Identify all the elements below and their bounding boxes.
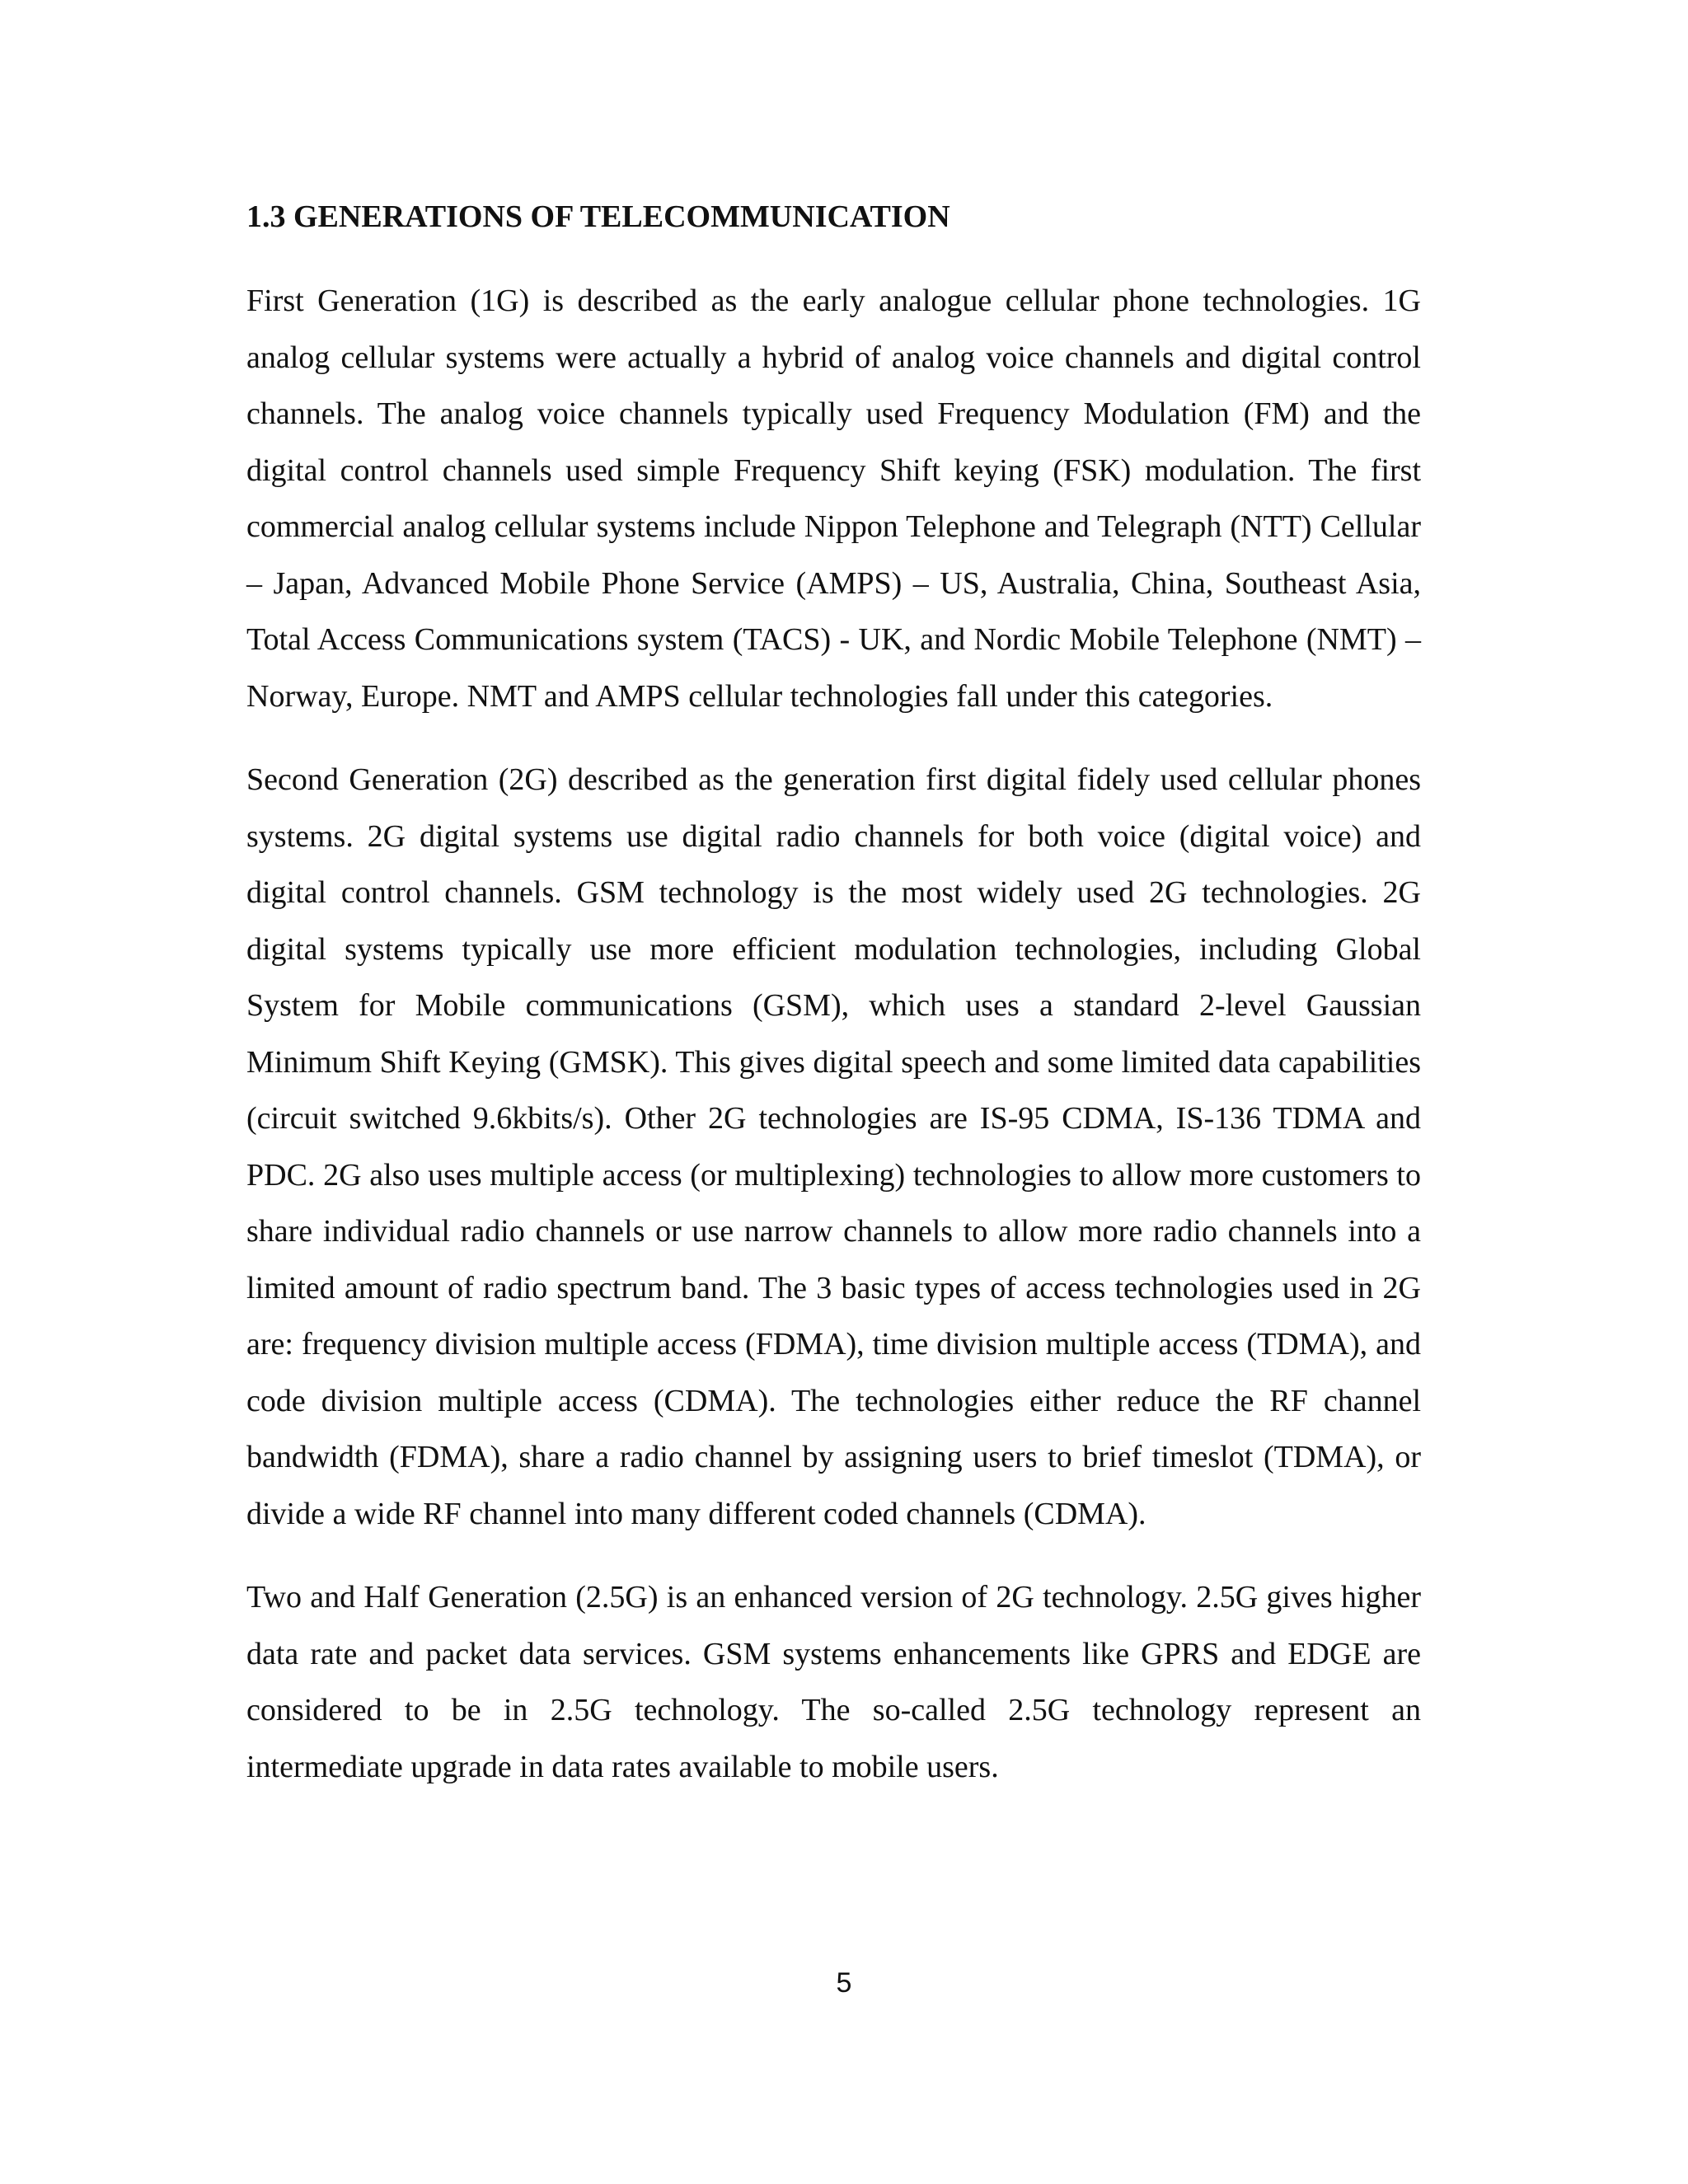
page-content: [246, 194, 1421, 1822]
paragraph-2g: Second Generation (2G) described as the generation first digital fidely used cellular phones systems. 2G digital systems use digital radio channels for both voice (digital voice) and digital control channels. GSM technology is the most widely used 2G technologies. 2G digital systems typically use more efficient modulation technologies, including Global System for Mobile communications (GSM), which uses a standard 2-level Gaussian Minimum Shift Keying (GMSK). This gives digital speech and some limited data capabilities (circuit switched 9.6kbits/s). Other 2G technologies are IS-95 CDMA, IS-136 TDMA and PDC. 2G also uses multiple access (or multiplexing) technologies to allow more customers to share individual radio channels or use narrow channels to allow more radio channels into a limited amount of radio spectrum band. The 3 basic types of access technologies used in 2G are: frequency division multiple access (FDMA), time division multiple access (TDMA), and code division multiple access (CDMA). The technologies either reduce the RF channel bandwidth (FDMA), share a radio channel by assigning users to brief timeslot (TDMA), or divide a wide RF channel into many different coded channels (CDMA).: [246, 762, 1421, 1531]
paragraph-1g: First Generation (1G) is described as the early analogue cellular phone technologies. 1G analog cellular systems were actually a hybrid of analog voice channels and digital control channels. The analog voice channels typically used Frequency Modulation (FM) and the digital control channels used simple Frequency Shift keying (FSK) modulation. The first commercial analog cellular systems include Nippon Telephone and Telegraph (NTT) Cellular – Japan, Advanced Mobile Phone Service (AMPS) – US, Australia, China, Southeast Asia, Total Access Communications system (TACS) - UK, and Nordic Mobile Telephone (NMT) – Norway, Europe. NMT and AMPS cellular technologies fall under this categories.: [246, 284, 1421, 714]
page-number: 5: [836, 1967, 852, 1999]
paragraph-2-5g: Two and Half Generation (2.5G) is an enhanced version of 2G technology. 2.5G gives higher data rate and packet data services. GSM systems enhancements like GPRS and EDGE are considered to be in 2.5G technology. The so-called 2.5G technology represent an intermediate upgrade in data rates available to mobile users.: [246, 1580, 1421, 1784]
section-heading: 1.3 GENERATIONS OF TELECOMMUNICATION: [246, 199, 950, 234]
